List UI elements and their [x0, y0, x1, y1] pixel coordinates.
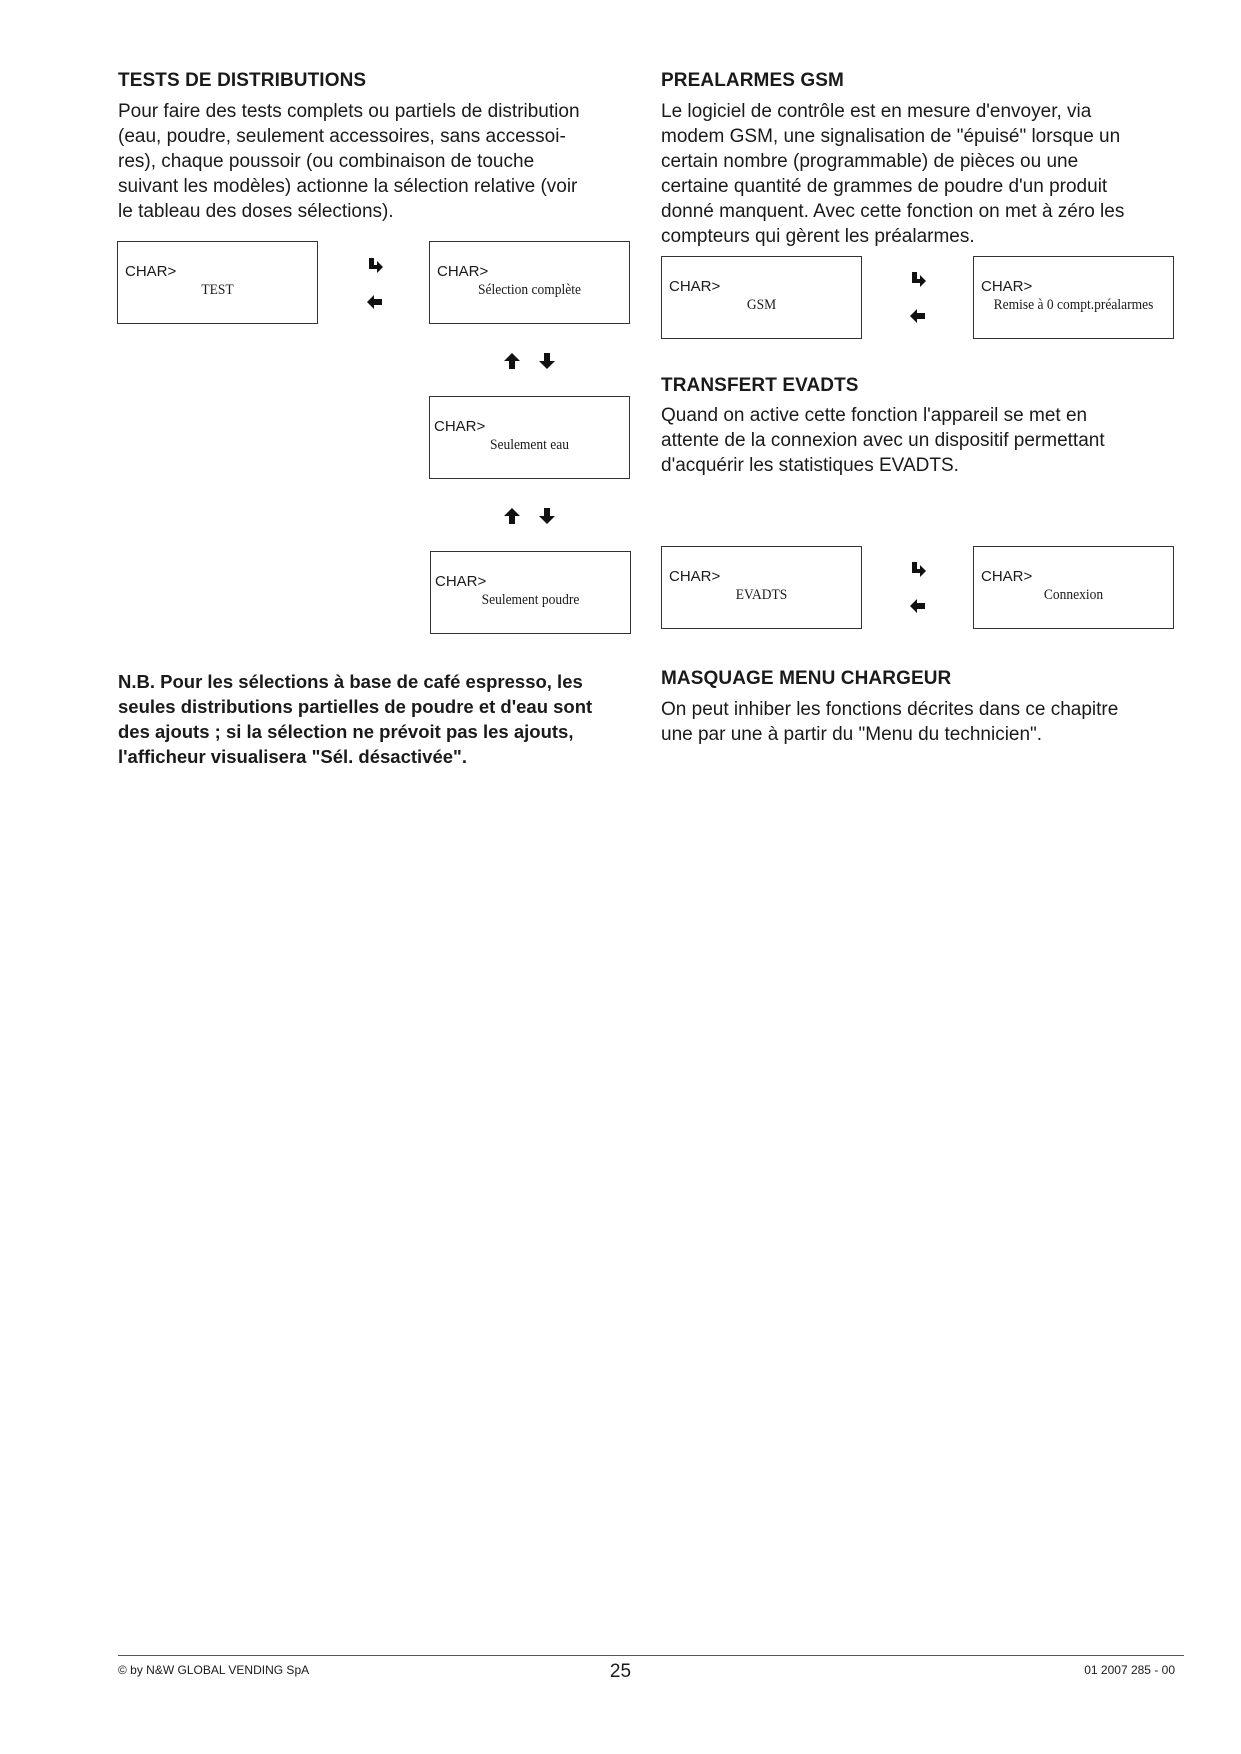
- down-arrow-icon: [538, 507, 556, 525]
- display-line1: CHAR>: [669, 278, 721, 295]
- display-connexion: [973, 546, 1174, 629]
- display-line2: GSM: [746, 297, 777, 313]
- nb-note: N.B. Pour les sélections à base de café espresso, les seules distributions partielles de poudre et d'eau sont des ajouts ; si la sélection ne prévoit pas les ajouts, l'afficheur visualisera "Sél. désactivée".: [118, 671, 593, 767]
- enter-arrow-icon: [366, 257, 384, 275]
- display-evadts: [661, 546, 862, 629]
- display-line2: Connexion: [1043, 587, 1104, 603]
- display-gsm: [661, 256, 862, 339]
- escape-arrow-icon: [909, 597, 927, 615]
- page-number: 25: [609, 1661, 632, 1682]
- enter-arrow-icon: [909, 561, 927, 579]
- section-heading-masquage: MASQUAGE MENU CHARGEUR: [661, 668, 952, 689]
- down-arrow-icon: [538, 352, 556, 370]
- display-seulement-eau: [429, 396, 630, 479]
- display-line1: CHAR>: [981, 278, 1033, 295]
- display-line1: CHAR>: [125, 263, 177, 280]
- footer-copyright: © by N&W GLOBAL VENDING SpA: [118, 1663, 310, 1677]
- section-heading-tests: TESTS DE DISTRIBUTIONS: [118, 70, 367, 91]
- display-line2: Sélection complète: [477, 282, 582, 298]
- display-line2: EVADTS: [735, 587, 788, 603]
- display-test: [117, 241, 318, 324]
- display-line1: CHAR>: [669, 568, 721, 585]
- evadts-paragraph: Quand on active cette fonction l'appareil se met en attente de la connexion avec un dispositif permettant d'acquérir les statistiques EVADTS.: [661, 405, 1105, 476]
- footer-doc-code: 01 2007 285 - 00: [1084, 1663, 1175, 1677]
- footer-rule: [118, 1655, 1184, 1656]
- display-line2: Seulement eau: [489, 437, 570, 453]
- masquage-paragraph: On peut inhiber les fonctions décrites dans ce chapitre une par une à partir du "Menu du technicien".: [661, 699, 1119, 745]
- display-selection-complete: [429, 241, 630, 324]
- display-seulement-poudre: [430, 551, 631, 634]
- display-line1: CHAR>: [435, 573, 487, 590]
- display-line1: CHAR>: [434, 418, 486, 435]
- gsm-paragraph: Le logiciel de contrôle est en mesure d'envoyer, via modem GSM, une signalisation de "épuisé" lorsque un certain nombre (programmable) de pièces ou une certaine quantité de grammes de poudre d'un produit donné manquent. Avec cette fonction on met à zéro les compteurs qui gèrent les préalarmes.: [661, 101, 1125, 247]
- display-line2: TEST: [201, 282, 234, 298]
- escape-arrow-icon: [366, 293, 384, 311]
- up-arrow-icon: [503, 507, 521, 525]
- escape-arrow-icon: [909, 307, 927, 325]
- display-line2: Remise à 0 compt.préalarmes: [993, 297, 1154, 313]
- up-arrow-icon: [503, 352, 521, 370]
- enter-arrow-icon: [909, 271, 927, 289]
- display-line2: Seulement poudre: [481, 592, 580, 608]
- display-line1: CHAR>: [437, 263, 489, 280]
- display-line1: CHAR>: [981, 568, 1033, 585]
- tests-paragraph: Pour faire des tests complets ou partiels de distribution (eau, poudre, seulement accessoires, sans accessoi- res), chaque poussoir (ou combinaison de touche suivant les modèles) actionne la sélection relative (voir le tableau des doses sélections).: [118, 101, 580, 222]
- section-heading-gsm: PREALARMES GSM: [661, 70, 844, 91]
- section-heading-evadts: TRANSFERT EVADTS: [661, 375, 859, 396]
- display-remise-prealarmes: [973, 256, 1174, 339]
